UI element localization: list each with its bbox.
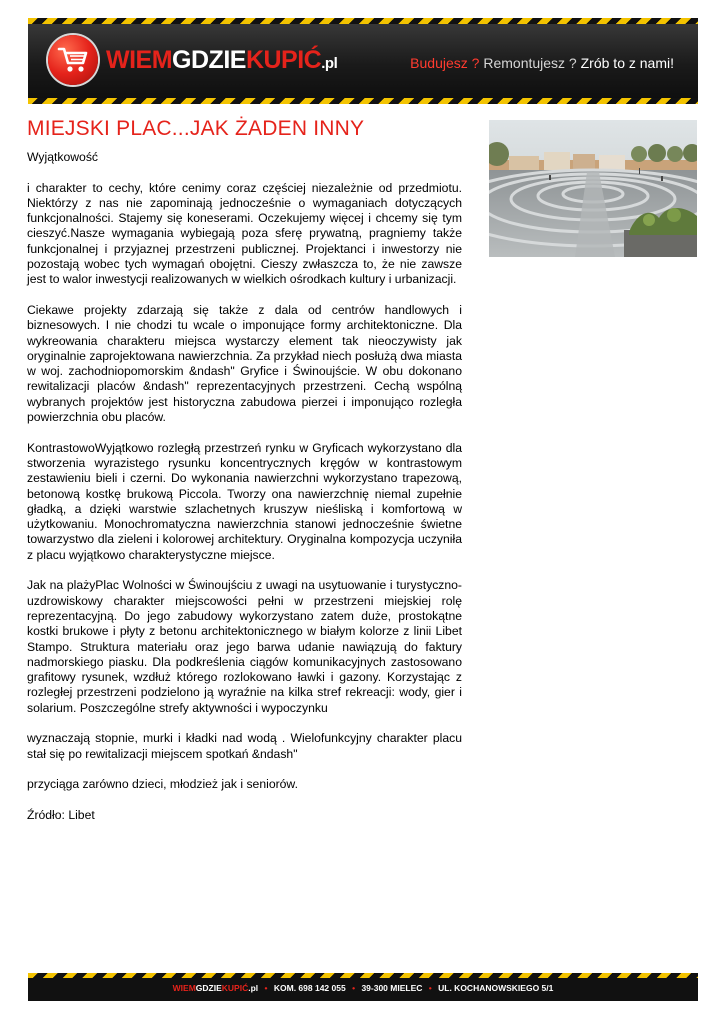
hazard-stripe [28, 18, 698, 24]
footer-city: 39-300 MIELEC [361, 983, 423, 993]
source-line: Źródło: Libet [27, 807, 95, 822]
paragraph: przyciąga zarówno dzieci, młodzież jak i seniorów. [27, 777, 298, 792]
slogan-part-remontujesz: Remontujesz ? [483, 55, 577, 71]
footer-phone: KOM. 698 142 055 [273, 983, 346, 993]
slogan-part-zrob: Zrób to z nami! [580, 55, 674, 71]
footer-logo-tld: .pl [248, 983, 259, 993]
paragraph: KontrastowoWyjątkowo rozległą przestrzeń rynku w Gryficach wykorzystano dla stworzenia wyrazistego rysunku koncentrycznych kręgów w kontrastowym zestawieniu bieli i czerni. Do wykonania nawierzchni wykorzystano trapezową, betonową kostkę brukową Piccola. Tworzy ona nawierzchnię niemal zupełnie gładką, a dzięki warstwie szlachetnych kruszyw nieśliską i komfortową w użytkowaniu. Monochromatyczna nawierzchnia stanowi jednocześnie świetne towarzystwo dla zieleni i kolorowej architektury. Oryginalna kompozycja uczyniła z placu wyjątkowo charakterystyczne miejsce. [27, 440, 462, 562]
footer-logo-kupic: KUPIĆ [221, 983, 249, 993]
article-body [27, 150, 462, 823]
logo-text-gdzie: GDZIE [172, 46, 246, 74]
page-footer [28, 973, 698, 1001]
header-slogan [410, 55, 674, 71]
slogan-part-budujesz: Budujesz ? [410, 55, 480, 71]
logo-text-tld: .pl [321, 55, 338, 72]
logo-text-wiem: WIEM [106, 46, 173, 74]
footer-separator: • [264, 983, 268, 993]
hazard-stripe [28, 973, 698, 978]
paragraph: i charakter to cechy, które cenimy coraz częściej niezależnie od przedmiotu. Niektórzy z nas nie zapominają jednocześnie o wymaganiach dotyczących funkcjonalności. Stajemy się koneserami. Oczekujemy więcej i chcemy się tym cieszyć.Nasze wymagania wybiegają poza sferę prywatną, pragniemy także funkcjonalnej i przyjaznej przestrzeni publicznej. Projektanci i inwestorzy nie pozostają wobec tych wymagań obojętni. Cieszy zwłaszcza to, że nie zawsze jest to walor inwestycji realizowanych w wielkich ośrodkach kultury i urbanizacji. [27, 180, 462, 287]
hazard-stripe [28, 98, 698, 104]
footer-logo-gdzie: GDZIE [195, 983, 222, 993]
logo-text-kupic: KUPIĆ [245, 46, 322, 74]
paragraph: Jak na plażyPlac Wolności w Świnoujściu z uwagi na usytuowanie i turystyczno-uzdrowiskowy charakter miejscowości pełni w przestrzeni miejskiej rolę reprezentacyjną. Do jego zabudowy wykorzystano zatem duże, prostokątne kostki brukowe i płyty z betonu architektonicznego w białym kolorze z linii Libet Stampo. Struktura materiału oraz jego barwa udanie nawiązują do faktury nadmorskiego piasku. Dla podkreślenia ciągów komunikacyjnych zastosowano grafitowy rysunek, wzdłuż którego rozlokowano ławki i gazony. Korzystając z rozległej przestrzeni podzielono ją wyraźnie na kilka stref rekreacji: wody, gier i solarium. Poszczególne strefy aktywności i wypoczynku [27, 578, 462, 715]
site-logo [106, 46, 337, 75]
article-title: MIEJSKI PLAC...JAK ŻADEN INNY [27, 117, 365, 140]
article-photo [489, 120, 697, 257]
footer-street: UL. KOCHANOWSKIEGO 5/1 [438, 983, 554, 993]
page-header [28, 18, 698, 104]
footer-separator: • [428, 983, 432, 993]
footer-separator: • [352, 983, 356, 993]
shopping-cart-icon [48, 35, 98, 85]
footer-logo-wiem: WIEM [172, 983, 196, 993]
paragraph: wyznaczają stopnie, murki i kładki nad wodą . Wielofunkcyjny charakter placu stał się po rewitalizacji miejscem spotkań &ndash" [27, 731, 462, 761]
paragraph: Ciekawe projekty zdarzają się także z dala od centrów handlowych i biznesowych. I nie chodzi tu wcale o imponujące formy architektoniczne. Dla wykreowania charakteru miejsca wystarczy element tak nieoczywisty jak oryginalnie zaprojektowana nawierzchnia. Za przykład niech posłużą dwa miasta w woj. zachodniopomorskim &ndash" Gryfice i Świnoujście. W obu dokonano rewitalizacji placów &ndash" reprezentacyjnych przestrzeni. Cechą wspólną wybranych projektów jest historyczna zabudowa pierzei i imponująco rozległa powierzchnia obu placów. [27, 302, 462, 425]
footer-contact [28, 983, 698, 993]
paragraph: Wyjątkowość [27, 150, 99, 164]
